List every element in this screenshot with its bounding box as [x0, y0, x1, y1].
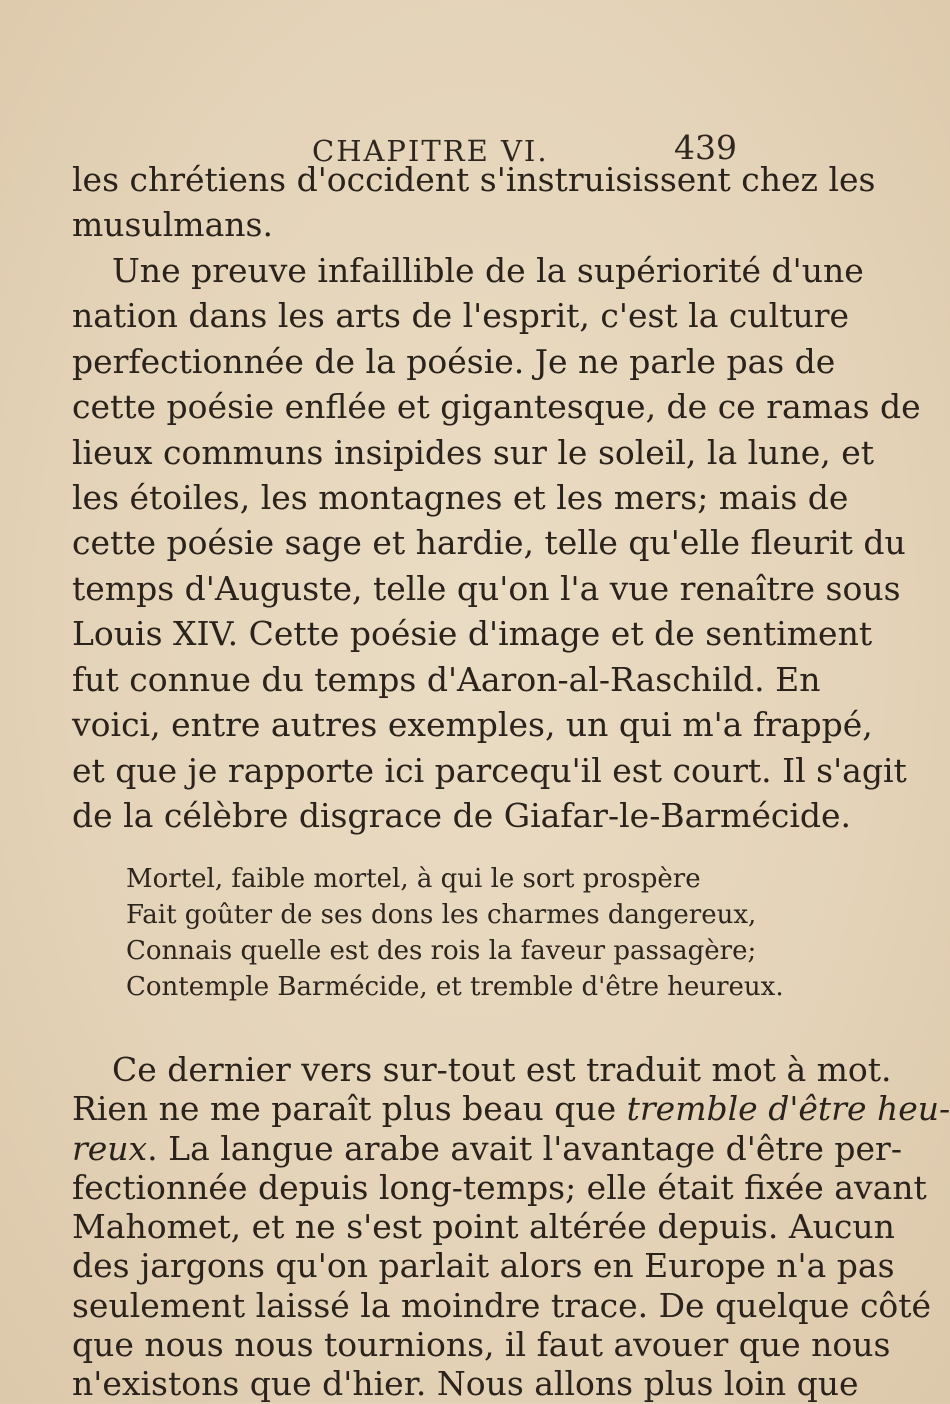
chapter-title: CHAPITRE VI.: [312, 134, 549, 168]
text-line: [72, 1129, 902, 1169]
text-run: . La langue arabe avait l'avantage d'être per-: [147, 1129, 902, 1168]
text-line: nation dans les arts de l'esprit, c'est la culture: [72, 296, 849, 335]
text-line: seulement laissé la moindre trace. De quelque côté: [72, 1286, 932, 1325]
text-line: musulmans.: [72, 205, 273, 244]
page-number: 439: [674, 128, 737, 167]
text-line: lieux communs insipides sur le soleil, la lune, et: [72, 433, 874, 472]
italic-quote: reux: [72, 1129, 148, 1168]
text-line: de la célèbre disgrace de Giafar-le-Barmécide.: [72, 796, 852, 835]
text-line: que nous nous tournions, il faut avouer que nous: [72, 1325, 891, 1364]
text-line: les chrétiens d'occident s'instruisissent chez les: [72, 160, 876, 199]
text-line: temps d'Auguste, telle qu'on l'a vue renaître sous: [72, 569, 901, 608]
text-line: fut connue du temps d'Aaron-al-Raschild. En: [72, 660, 821, 699]
text-line: les étoiles, les montagnes et les mers; mais de: [72, 478, 849, 517]
text-line: [72, 1089, 950, 1129]
text-line: fectionnée depuis long-temps; elle était fixée avant: [72, 1168, 927, 1207]
text-run: Rien ne me paraît plus beau que: [72, 1089, 627, 1128]
text-line: voici, entre autres exemples, un qui m'a frappé,: [72, 705, 873, 744]
text-line: cette poésie enflée et gigantesque, de ce ramas de: [72, 387, 921, 426]
verse-line: Contemple Barmécide, et tremble d'être heureux.: [126, 972, 784, 1002]
verse-line: Fait goûter de ses dons les charmes dangereux,: [126, 900, 757, 930]
verse-line: Mortel, faible mortel, à qui le sort prospère: [126, 864, 701, 894]
text-line: cette poésie sage et hardie, telle qu'elle fleurit du: [72, 523, 906, 562]
text-line: des jargons qu'on parlait alors en Europe n'a pas: [72, 1246, 895, 1285]
text-line: Ce dernier vers sur-tout est traduit mot à mot.: [112, 1050, 892, 1089]
text-line: et que je rapporte ici parcequ'il est court. Il s'agit: [72, 751, 907, 790]
text-line: Une preuve infaillible de la supériorité d'une: [112, 251, 864, 290]
text-line: Mahomet, et ne s'est point altérée depuis. Aucun: [72, 1207, 895, 1246]
text-line: n'existons que d'hier. Nous allons plus loin que: [72, 1364, 859, 1403]
verse-line: Connais quelle est des rois la faveur passagère;: [126, 936, 757, 966]
text-line: Louis XIV. Cette poésie d'image et de sentiment: [72, 614, 873, 653]
italic-quote: tremble d'être heu-: [626, 1089, 950, 1128]
text-line: perfectionnée de la poésie. Je ne parle pas de: [72, 342, 836, 381]
